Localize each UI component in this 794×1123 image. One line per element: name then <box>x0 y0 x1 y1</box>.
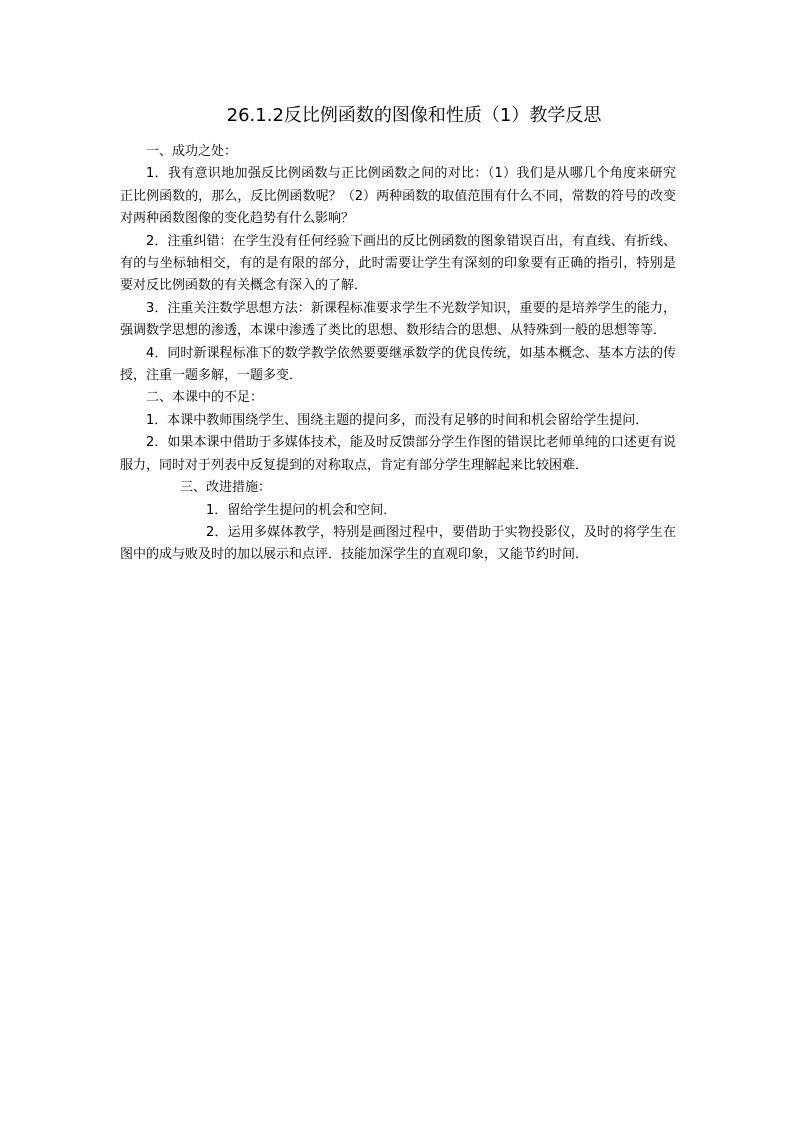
paragraph: 2．运用多媒体教学，特别是画图过程中，要借助于实物投影仪，及时的将学生在图中的成与败及时的加以展示和点评．技能加深学生的直观印象，又能节约时间． <box>120 524 676 563</box>
paragraph: 3．注重关注数学思想方法：新课程标准要求学生不光数学知识，重要的是培养学生的能力，强调数学思想的渗透，本课中渗透了类比的思想、数形结合的思想、从特殊到一般的思想等等． <box>120 300 676 339</box>
section-heading-improvements: 三、改进措施： <box>180 480 272 496</box>
document-body <box>120 141 676 567</box>
paragraph: 2．如果本课中借助于多媒体技术，能及时反馈部分学生作图的错误比老师单纯的口述更有说服力，同时对于列表中反复提到的对称取点，肯定有部分学生理解起来比较困难． <box>120 435 676 473</box>
section-heading-shortcomings: 二、本课中的不足： <box>146 390 264 406</box>
paragraph: 2．注重纠错：在学生没有任何经验下画出的反比例函数的图象错误百出，有直线、有折线、有的与坐标轴相交，有的是有限的部分，此时需要让学生有深刻的印象要有正确的指引，特别是要对反比例函数的有关概念有深入的了解． <box>120 233 676 294</box>
paragraph: 1．留给学生提问的机会和空间． <box>206 502 397 518</box>
paragraph: 4．同时新课程标准下的数学教学依然要要继承数学的优良传统，如基本概念、基本方法的传授，注重一题多解，一题多变． <box>120 345 676 384</box>
paragraph: 1．我有意识地加强反比例函数与正比例函数之间的对比：（1）我们是从哪几个角度来研究正比例函数的，那么，反比例函数呢？（2）两种函数的取值范围有什么不同，常数的符号的改变对两种函数图像的变化趋势有什么影响？ <box>120 166 676 227</box>
section-heading-successes: 一、成功之处： <box>146 144 238 159</box>
paragraph: 1．本课中教师围绕学生、围绕主题的提问多，而没有足够的时间和机会留给学生提问． <box>146 412 649 428</box>
document-title: 26.1.2反比例函数的图像和性质（1）教学反思 <box>226 105 602 126</box>
